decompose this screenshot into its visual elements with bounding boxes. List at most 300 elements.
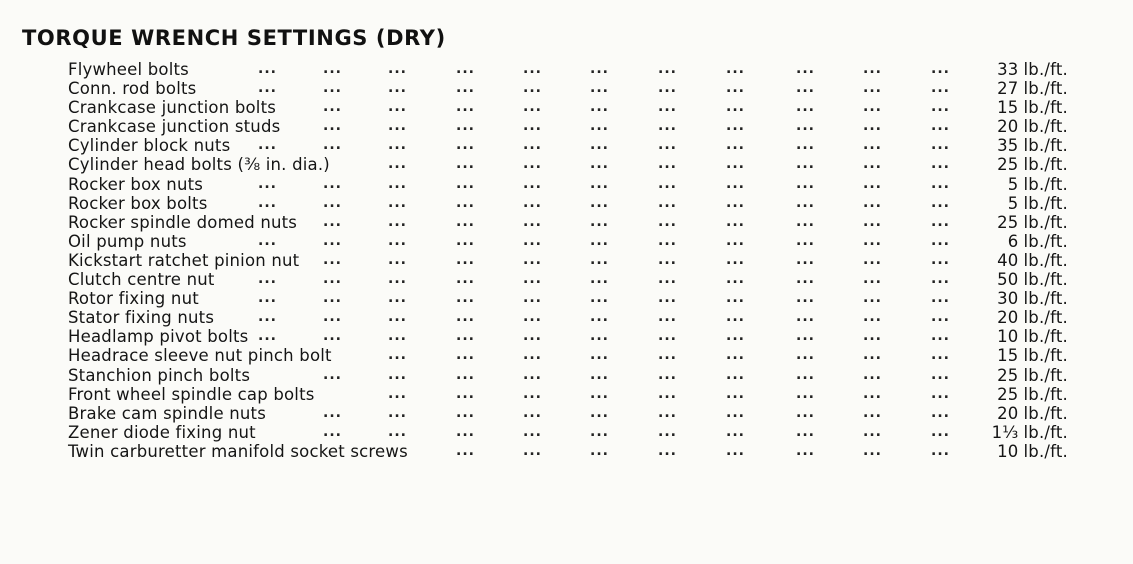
row-value-unit: lb./ft. [1023, 155, 1068, 175]
dot-leader: ... [590, 347, 609, 364]
dot-leader: ... [456, 232, 475, 249]
dot-leader: ... [863, 99, 882, 116]
table-row [68, 366, 1078, 385]
dot-leader: ... [796, 442, 815, 459]
row-value-unit: lb./ft. [1023, 422, 1068, 442]
dot-leader: ... [388, 80, 407, 97]
dot-leader: ... [726, 366, 745, 383]
dot-leader: ... [323, 194, 342, 211]
dot-leader: ... [590, 404, 609, 421]
row-value [997, 155, 1068, 174]
dot-leader: ... [658, 99, 677, 116]
row-value-number: 10 [997, 441, 1019, 461]
dot-leader: ... [863, 423, 882, 440]
dot-leader: ... [931, 118, 950, 135]
dot-leader: ... [658, 442, 677, 459]
dot-leader: ... [388, 347, 407, 364]
row-value-number: 10 [997, 327, 1019, 347]
row-value [1008, 194, 1068, 213]
dot-leader: ... [796, 61, 815, 77]
dot-leader: ... [658, 213, 677, 230]
dot-leader: ... [388, 232, 407, 249]
dot-leader: ... [658, 156, 677, 173]
dot-leader: ... [863, 175, 882, 192]
dot-leader: ... [258, 80, 277, 97]
dot-leader: ... [590, 366, 609, 383]
dot-leader: ... [388, 175, 407, 192]
dot-leader: ... [796, 290, 815, 307]
dot-leader: ... [931, 251, 950, 268]
row-item-label: Headrace sleeve nut pinch bolt [68, 346, 332, 366]
dot-leader: ... [258, 328, 277, 345]
dot-leader: ... [523, 251, 542, 268]
dot-leader: ... [258, 309, 277, 326]
row-value [997, 366, 1068, 385]
dot-leader: ... [863, 251, 882, 268]
dot-leader: ... [658, 423, 677, 440]
dot-leader: ... [590, 175, 609, 192]
dot-leader: ... [931, 328, 950, 345]
dot-leader: ... [863, 156, 882, 173]
dot-leader: ... [388, 290, 407, 307]
dot-leader: ... [931, 194, 950, 211]
dot-leader: ... [590, 385, 609, 402]
row-item-label: Rocker spindle domed nuts [68, 212, 298, 232]
dot-leader: ... [388, 404, 407, 421]
dot-leader: ... [323, 404, 342, 421]
dot-leader: ... [523, 213, 542, 230]
dot-leader: ... [388, 137, 407, 154]
dot-leader: ... [590, 423, 609, 440]
dot-leader: ... [726, 328, 745, 345]
dot-leader: ... [456, 80, 475, 97]
table-row [68, 98, 1078, 117]
dot-leader: ... [796, 423, 815, 440]
row-value-unit: lb./ft. [1023, 403, 1068, 423]
row-value-unit: lb./ft. [1023, 441, 1068, 461]
dot-leader: ... [590, 309, 609, 326]
dot-leader: ... [796, 309, 815, 326]
row-value-unit: lb./ft. [1023, 346, 1068, 366]
dot-leader: ... [523, 137, 542, 154]
dot-leader: ... [726, 442, 745, 459]
dot-leader: ... [658, 118, 677, 135]
dot-leader: ... [388, 99, 407, 116]
dot-leader: ... [658, 366, 677, 383]
dot-leader: ... [323, 309, 342, 326]
dot-leader: ... [523, 232, 542, 249]
row-item-label: Conn. rod bolts [68, 79, 197, 99]
dot-leaders [68, 60, 968, 79]
dot-leader: ... [726, 99, 745, 116]
dot-leader: ... [658, 309, 677, 326]
dot-leader: ... [863, 385, 882, 402]
dot-leader: ... [388, 194, 407, 211]
row-value [997, 270, 1068, 289]
dot-leader: ... [523, 80, 542, 97]
row-value-unit: lb./ft. [1023, 231, 1068, 251]
table-row [68, 232, 1078, 251]
dot-leader: ... [388, 328, 407, 345]
dot-leader: ... [523, 271, 542, 288]
row-value [997, 117, 1068, 136]
dot-leader: ... [456, 156, 475, 173]
dot-leader: ... [931, 290, 950, 307]
dot-leader: ... [863, 232, 882, 249]
dot-leader: ... [523, 423, 542, 440]
row-item-label: Clutch centre nut [68, 270, 215, 290]
dot-leader: ... [523, 194, 542, 211]
row-value [992, 423, 1068, 442]
row-value [997, 442, 1068, 461]
table-row [68, 155, 1078, 174]
row-value-number: 5 [1007, 193, 1019, 213]
dot-leader: ... [456, 404, 475, 421]
dot-leader: ... [796, 328, 815, 345]
dot-leader: ... [523, 99, 542, 116]
table-row [68, 175, 1078, 194]
dot-leader: ... [456, 99, 475, 116]
row-value-number: 25 [997, 384, 1019, 404]
table-row [68, 194, 1078, 213]
dot-leader: ... [726, 290, 745, 307]
row-value [997, 251, 1068, 270]
dot-leader: ... [796, 385, 815, 402]
dot-leader: ... [258, 232, 277, 249]
dot-leader: ... [523, 61, 542, 77]
dot-leader: ... [796, 137, 815, 154]
table-row [68, 213, 1078, 232]
table-row [68, 346, 1078, 365]
row-value-number: 35 [997, 136, 1019, 156]
dot-leader: ... [323, 423, 342, 440]
dot-leader: ... [323, 328, 342, 345]
dot-leader: ... [726, 385, 745, 402]
dot-leader: ... [658, 80, 677, 97]
dot-leader: ... [931, 156, 950, 173]
row-value-unit: lb./ft. [1023, 136, 1068, 156]
dot-leader: ... [388, 213, 407, 230]
row-item-label: Crankcase junction bolts [68, 98, 277, 118]
dot-leader: ... [456, 118, 475, 135]
row-item-label: Brake cam spindle nuts [68, 403, 267, 423]
dot-leader: ... [456, 61, 475, 77]
dot-leader: ... [863, 309, 882, 326]
dot-leader: ... [726, 213, 745, 230]
dot-leader: ... [726, 271, 745, 288]
dot-leader: ... [590, 118, 609, 135]
row-value-number: 27 [997, 79, 1019, 99]
dot-leader: ... [523, 385, 542, 402]
dot-leader: ... [590, 80, 609, 97]
dot-leader: ... [658, 404, 677, 421]
dot-leader: ... [323, 61, 342, 77]
dot-leader: ... [658, 232, 677, 249]
row-value-unit: lb./ft. [1023, 117, 1068, 137]
dot-leader: ... [388, 156, 407, 173]
row-value [1008, 175, 1068, 194]
dot-leader: ... [658, 251, 677, 268]
dot-leader: ... [726, 232, 745, 249]
dot-leader: ... [863, 271, 882, 288]
dot-leader: ... [388, 385, 407, 402]
row-item-label: Zener diode fixing nut [68, 422, 256, 442]
dot-leader: ... [931, 232, 950, 249]
row-value-unit: lb./ft. [1023, 327, 1068, 347]
dot-leader: ... [523, 347, 542, 364]
dot-leader: ... [523, 118, 542, 135]
table-row [68, 423, 1078, 442]
dot-leader: ... [658, 290, 677, 307]
dot-leader: ... [388, 309, 407, 326]
dot-leader: ... [726, 347, 745, 364]
row-value-unit: lb./ft. [1023, 174, 1068, 194]
row-value-number: 33 [997, 60, 1019, 79]
table-row [68, 79, 1078, 98]
dot-leader: ... [796, 118, 815, 135]
row-value [997, 79, 1068, 98]
row-value-number: 25 [997, 155, 1019, 175]
row-value-unit: lb./ft. [1023, 308, 1068, 328]
row-value [997, 289, 1068, 308]
row-value [997, 327, 1068, 346]
row-item-label: Rocker box nuts [68, 174, 204, 194]
row-value-number: 15 [997, 346, 1019, 366]
dot-leader: ... [931, 404, 950, 421]
row-value-unit: lb./ft. [1023, 193, 1068, 213]
table-row [68, 442, 1078, 461]
dot-leader: ... [590, 290, 609, 307]
dot-leader: ... [590, 232, 609, 249]
row-value-number: 50 [997, 270, 1019, 290]
dot-leader: ... [863, 366, 882, 383]
dot-leader: ... [456, 175, 475, 192]
dot-leader: ... [456, 385, 475, 402]
dot-leader: ... [323, 118, 342, 135]
dot-leader: ... [726, 251, 745, 268]
dot-leader: ... [863, 137, 882, 154]
table-row [68, 60, 1078, 79]
row-value [1008, 232, 1068, 251]
dot-leader: ... [726, 80, 745, 97]
dot-leader: ... [931, 213, 950, 230]
row-item-label: Twin carburetter manifold socket screws [68, 441, 408, 461]
dot-leader: ... [456, 347, 475, 364]
dot-leader: ... [931, 99, 950, 116]
dot-leader: ... [931, 137, 950, 154]
dot-leader: ... [258, 61, 277, 77]
dot-leader: ... [658, 194, 677, 211]
dot-leader: ... [323, 213, 342, 230]
dot-leader: ... [456, 251, 475, 268]
row-value-unit: lb./ft. [1023, 79, 1068, 99]
dot-leader: ... [388, 423, 407, 440]
table-row [68, 385, 1078, 404]
dot-leader: ... [456, 309, 475, 326]
dot-leader: ... [258, 290, 277, 307]
dot-leader: ... [726, 61, 745, 77]
row-item-label: Crankcase junction studs [68, 117, 281, 137]
dot-leader: ... [523, 175, 542, 192]
row-value-number: 20 [997, 117, 1019, 137]
dot-leader: ... [796, 404, 815, 421]
dot-leader: ... [796, 271, 815, 288]
dot-leader: ... [931, 61, 950, 77]
dot-leaders [68, 289, 968, 308]
dot-leader: ... [726, 137, 745, 154]
dot-leader: ... [931, 347, 950, 364]
dot-leader: ... [323, 80, 342, 97]
table-row [68, 251, 1078, 270]
dot-leader: ... [523, 156, 542, 173]
row-value-unit: lb./ft. [1023, 270, 1068, 290]
dot-leader: ... [931, 271, 950, 288]
dot-leaders [68, 79, 968, 98]
dot-leader: ... [726, 423, 745, 440]
dot-leader: ... [456, 442, 475, 459]
torque-settings-table [68, 60, 1078, 461]
dot-leader: ... [456, 290, 475, 307]
dot-leader: ... [863, 118, 882, 135]
dot-leader: ... [658, 175, 677, 192]
dot-leader: ... [931, 366, 950, 383]
dot-leader: ... [523, 442, 542, 459]
row-item-label: Oil pump nuts [68, 231, 187, 251]
dot-leader: ... [796, 156, 815, 173]
dot-leader: ... [388, 366, 407, 383]
dot-leader: ... [796, 347, 815, 364]
dot-leader: ... [796, 194, 815, 211]
row-value [997, 60, 1068, 79]
dot-leader: ... [590, 137, 609, 154]
table-row [68, 117, 1078, 136]
dot-leader: ... [726, 156, 745, 173]
dot-leader: ... [863, 347, 882, 364]
dot-leader: ... [323, 99, 342, 116]
dot-leader: ... [323, 271, 342, 288]
dot-leader: ... [658, 347, 677, 364]
row-value-number: 15 [997, 98, 1019, 118]
dot-leader: ... [258, 175, 277, 192]
dot-leader: ... [590, 328, 609, 345]
row-value [997, 213, 1068, 232]
dot-leader: ... [658, 328, 677, 345]
table-row [68, 327, 1078, 346]
row-value-number: 40 [997, 250, 1019, 270]
dot-leader: ... [863, 442, 882, 459]
row-value-number: 25 [997, 365, 1019, 385]
dot-leader: ... [388, 271, 407, 288]
dot-leader: ... [323, 290, 342, 307]
row-item-label: Rotor fixing nut [68, 289, 199, 309]
dot-leader: ... [863, 213, 882, 230]
dot-leader: ... [931, 80, 950, 97]
row-item-label: Cylinder head bolts (⅜ in. dia.) [68, 155, 330, 175]
dot-leader: ... [863, 328, 882, 345]
dot-leader: ... [590, 156, 609, 173]
dot-leader: ... [863, 61, 882, 77]
row-value-unit: lb./ft. [1023, 212, 1068, 232]
dot-leader: ... [796, 251, 815, 268]
dot-leader: ... [258, 271, 277, 288]
row-value-unit: lb./ft. [1023, 365, 1068, 385]
dot-leader: ... [726, 194, 745, 211]
dot-leader: ... [726, 175, 745, 192]
row-value-number: 20 [997, 403, 1019, 423]
dot-leader: ... [796, 232, 815, 249]
row-value [997, 346, 1068, 365]
row-value-number: 6 [1007, 231, 1019, 251]
dot-leader: ... [523, 290, 542, 307]
dot-leader: ... [523, 309, 542, 326]
row-item-label: Kickstart ratchet pinion nut [68, 250, 300, 270]
dot-leader: ... [456, 213, 475, 230]
row-value-number: 30 [997, 289, 1019, 309]
dot-leader: ... [456, 328, 475, 345]
dot-leader: ... [456, 137, 475, 154]
dot-leader: ... [456, 271, 475, 288]
dot-leader: ... [456, 194, 475, 211]
dot-leader: ... [388, 118, 407, 135]
dot-leader: ... [523, 366, 542, 383]
dot-leader: ... [931, 309, 950, 326]
table-row [68, 270, 1078, 289]
row-item-label: Flywheel bolts [68, 60, 189, 79]
dot-leader: ... [658, 137, 677, 154]
table-row [68, 136, 1078, 155]
row-item-label: Front wheel spindle cap bolts [68, 384, 315, 404]
table-row [68, 289, 1078, 308]
dot-leader: ... [863, 290, 882, 307]
row-value-unit: lb./ft. [1023, 250, 1068, 270]
dot-leader: ... [590, 251, 609, 268]
dot-leader: ... [796, 99, 815, 116]
row-item-label: Cylinder block nuts [68, 136, 231, 156]
dot-leader: ... [931, 175, 950, 192]
dot-leader: ... [523, 328, 542, 345]
dot-leader: ... [796, 80, 815, 97]
row-value-unit: lb./ft. [1023, 384, 1068, 404]
dot-leader: ... [323, 251, 342, 268]
row-value-number: 5 [1007, 174, 1019, 194]
dot-leader: ... [931, 442, 950, 459]
dot-leader: ... [523, 404, 542, 421]
dot-leader: ... [590, 213, 609, 230]
row-value-number: 20 [997, 308, 1019, 328]
row-value [997, 404, 1068, 423]
row-item-label: Stanchion pinch bolts [68, 365, 251, 385]
row-value [997, 308, 1068, 327]
row-value [997, 98, 1068, 117]
dot-leader: ... [258, 137, 277, 154]
row-item-label: Stator fixing nuts [68, 308, 215, 328]
dot-leader: ... [796, 366, 815, 383]
dot-leader: ... [388, 251, 407, 268]
dot-leader: ... [931, 385, 950, 402]
dot-leader: ... [658, 61, 677, 77]
dot-leader: ... [323, 232, 342, 249]
dot-leader: ... [590, 271, 609, 288]
dot-leader: ... [323, 366, 342, 383]
dot-leader: ... [456, 423, 475, 440]
row-value-number: 25 [997, 212, 1019, 232]
dot-leader: ... [388, 61, 407, 77]
dot-leader: ... [863, 80, 882, 97]
dot-leader: ... [863, 404, 882, 421]
dot-leader: ... [258, 194, 277, 211]
dot-leader: ... [796, 175, 815, 192]
dot-leader: ... [456, 366, 475, 383]
